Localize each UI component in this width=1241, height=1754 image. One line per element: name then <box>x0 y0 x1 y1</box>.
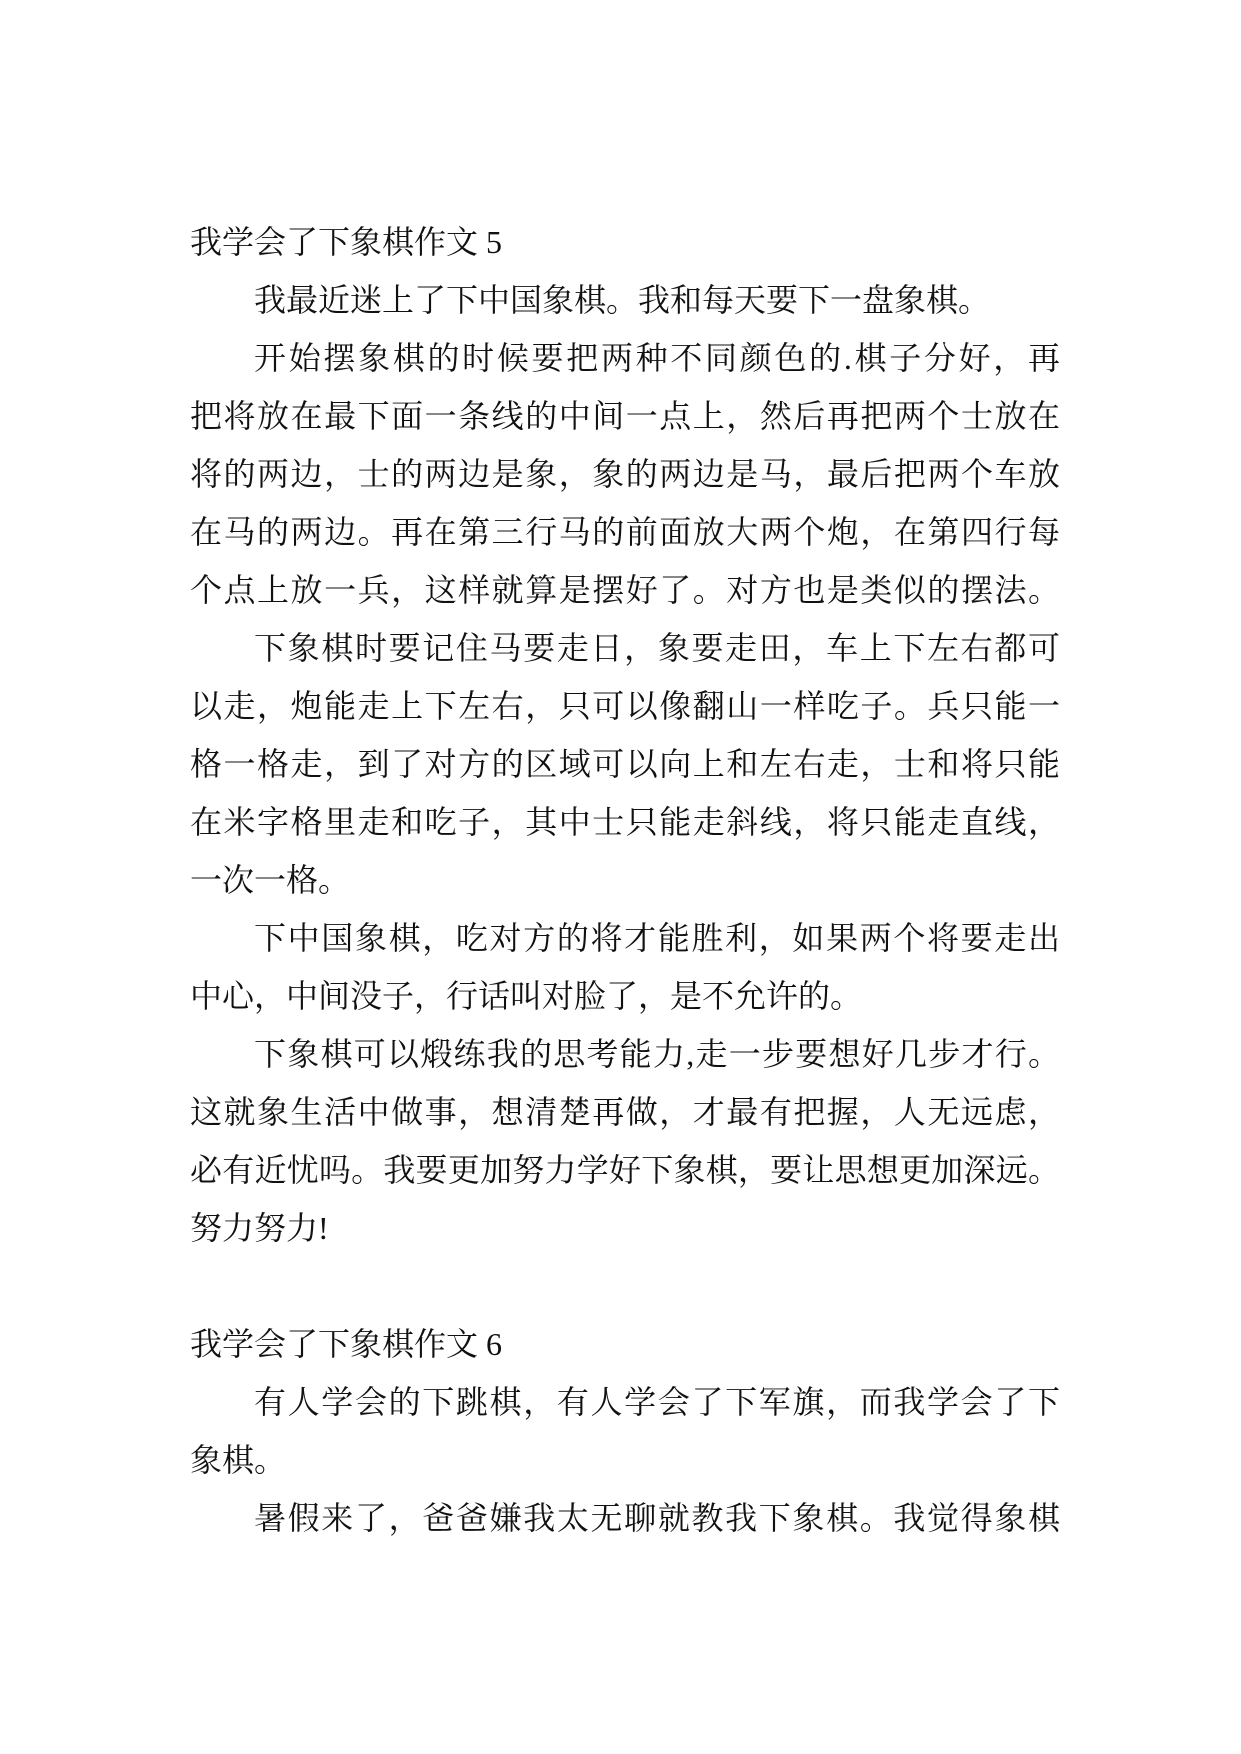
text-line: 中心，中间没子，行话叫对脸了，是不允许的。 <box>190 978 863 1014</box>
text-line: 暑假来了，爸爸嫌我太无聊就教我下象棋。我觉得象棋 <box>254 1500 1060 1536</box>
text-line: 在米字格里走和吃子，其中士只能走斜线，将只能走直线， <box>190 804 1060 840</box>
essay-section <box>190 1315 1060 1547</box>
paragraph <box>190 329 1060 619</box>
text-line: 一次一格。 <box>190 862 351 898</box>
text-line: 努力努力! <box>190 1210 329 1246</box>
text-line: 有人学会的下跳棋，有人学会了下军旗，而我学会了下 <box>254 1384 1060 1420</box>
text-line: 把将放在最下面一条线的中间一点上，然后再把两个士放在 <box>190 398 1060 434</box>
paragraph <box>190 1025 1060 1257</box>
paragraph <box>190 619 1060 909</box>
text-line: 个点上放一兵，这样就算是摆好了。对方也是类似的摆法。 <box>190 572 1060 608</box>
document-body <box>190 213 1060 1547</box>
text-line: 下象棋可以煅练我的思考能力,走一步要想好几步才行。 <box>254 1036 1060 1072</box>
section-title: 我学会了下象棋作文 6 <box>190 1326 503 1362</box>
text-line: 这就象生活中做事，想清楚再做，才最有把握，人无远虑， <box>190 1094 1060 1130</box>
text-line: 开始摆象棋的时候要把两种不同颜色的.棋子分好，再 <box>254 340 1060 376</box>
text-line: 下象棋时要记住马要走日，象要走田，车上下左右都可 <box>254 630 1060 666</box>
text-line: 格一格走，到了对方的区域可以向上和左右走，士和将只能 <box>190 746 1060 782</box>
paragraph <box>190 271 1060 329</box>
paragraph <box>190 1489 1060 1547</box>
text-line: 将的两边，士的两边是象，象的两边是马，最后把两个车放 <box>190 456 1060 492</box>
text-line: 必有近忧吗。我要更加努力学好下象棋，要让思想更加深远。 <box>190 1152 1060 1188</box>
paragraph <box>190 1373 1060 1489</box>
text-line: 以走，炮能走上下左右，只可以像翻山一样吃子。兵只能一 <box>190 688 1060 724</box>
essay-section <box>190 213 1060 1257</box>
section-title: 我学会了下象棋作文 5 <box>190 224 503 260</box>
paragraph <box>190 909 1060 1025</box>
text-line: 我最近迷上了下中国象棋。我和每天要下一盘象棋。 <box>254 282 991 318</box>
text-line: 在马的两边。再在第三行马的前面放大两个炮，在第四行每 <box>190 514 1060 550</box>
text-line: 下中国象棋，吃对方的将才能胜利，如果两个将要走出 <box>254 920 1060 956</box>
text-line: 象棋。 <box>190 1442 287 1478</box>
